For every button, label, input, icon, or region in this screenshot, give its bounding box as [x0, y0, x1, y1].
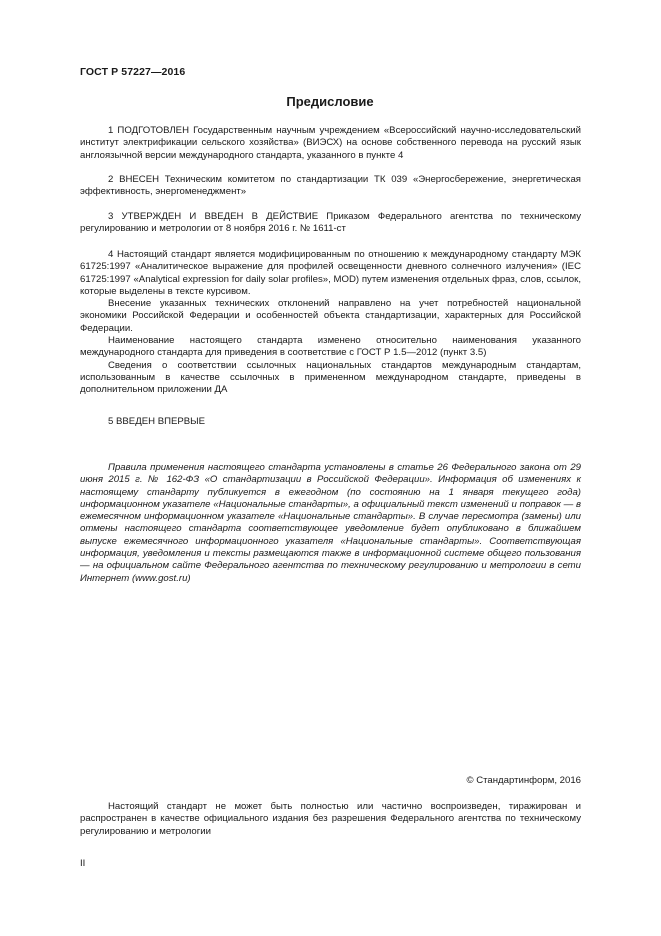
paragraph-technical-deviations: Внесение указанных технических отклонений направлено на учет потребностей национальной экономики Российской Федерации и особенностей объекта стандартизации, характерных для Российской Федерации. [80, 298, 581, 334]
paragraph-3-block [80, 211, 581, 236]
copyright-line: © Стандартинформ, 2016 [466, 775, 581, 786]
paragraph-2-block [80, 174, 581, 199]
reproduction-notice-text: Настоящий стандарт не может быть полностью или частично воспроизведен, тиражирован и распространен в качестве официального издания без разрешения Федерального агентства по техническому регулированию и метрологии [80, 801, 581, 837]
paragraph-4-block [80, 249, 581, 397]
paragraph-5-block [80, 416, 581, 428]
standard-code-header: ГОСТ Р 57227—2016 [80, 66, 186, 78]
reproduction-notice-block [80, 801, 581, 838]
paragraph-introduced-first: 5 ВВЕДЕН ВПЕРВЫЕ [108, 416, 206, 427]
paragraph-approved: 3 УТВЕРЖДЕН И ВВЕДЕН В ДЕЙСТВИЕ Приказом Федерального агентства по техническому регулированию и метрологии от 8 ноября 2016 г. № 1611-ст [80, 211, 581, 235]
paragraph-name-changed: Наименование настоящего стандарта изменено относительно наименования указанного международного стандарта для приведения в соответствие с ГОСТ Р 1.5—2012 (пункт 3.5) [80, 335, 581, 359]
paragraph-prepared-by: 1 ПОДГОТОВЛЕН Государственным научным учреждением «Всероссийский научно-исследовательский институт электрификации сельского хозяйства» (ВИЭСХ) на основе собственного перевода на русский язык англоязычной версии международного стандарта, указанного в пункте 4 [80, 125, 581, 161]
paragraph-references-info: Сведения о соответствии ссылочных национальных стандартов международным стандартам, использованным в качестве ссылочных в примененном международном стандарте, приведены в дополнительном приложении ДА [80, 359, 581, 396]
page-number: II [80, 858, 86, 869]
rules-notice-block [80, 462, 581, 585]
paragraph-submitted-by: 2 ВНЕСЕН Техническим комитетом по стандартизации ТК 039 «Энергосбережение, энергетическая эффективность, энергоменеджмент» [80, 174, 581, 198]
paragraph-1-block [80, 125, 581, 162]
rules-notice-text: Правила применения настоящего стандарта установлены в статье 26 Федерального закона от 29 июня 2015 г. № 162-ФЗ «О стандартизации в Российской Федерации». Информация об изменениях к настоящему стандарту публикуется в ежегодном (по состоянию на 1 января текущего года) информационном указателе «Национальные стандарты», а официальный текст изменений и поправок — в ежемесячном информационном указателе «Национальные стандарты». В случае пересмотра (замены) или отмены настоящего стандарта соответствующее уведомление будет опубликовано в ближайшем выпуске ежемесячного информационного указателя «Национальные стандарты». Соответствующая информация, уведомления и тексты размещаются также в информационной системе общего пользования — на официальном сайте Федерального агентства по техническому регулированию и метрологии в сети Интернет (www.gost.ru) [80, 462, 581, 584]
page-title: Предисловие [286, 94, 374, 109]
paragraph-modified-standard: 4 Настоящий стандарт является модифицированным по отношению к международному стандарту МЭК 61725:1997 «Аналитическое выражение для профилей освещенности дневного солнечного излучения» (IEC 61725:1997 «Analytical expression for daily solar profiles», MOD) путем изменения отдельных фраз, слов, ссылок, которые выделены в тексте курсивом. [80, 249, 581, 297]
